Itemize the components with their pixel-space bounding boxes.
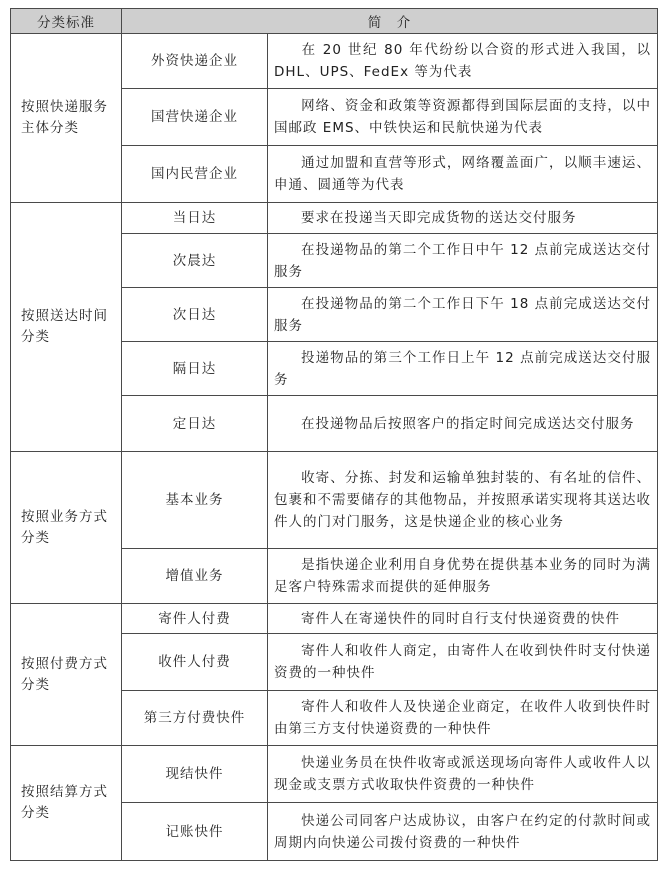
subcategory-cell: 定日达: [122, 396, 268, 452]
description-text: 网络、资金和政策等资源都得到国际层面的支持，以中国邮政 EMS、中铁快运和民航快递为代表: [274, 98, 651, 136]
subcategory-cell: 寄件人付费: [122, 604, 268, 634]
subcategory-cell: 收件人付费: [122, 634, 268, 691]
description-cell: [268, 146, 658, 203]
table-row: [11, 746, 658, 803]
description-text: 在 20 世纪 80 年代纷纷以合资的形式进入我国，以 DHL、UPS、FedEx 等为代表: [274, 42, 651, 80]
description-text: 在投递物品的第二个工作日中午 12 点前完成送达交付服务: [274, 241, 651, 280]
subcategory-cell: 次日达: [122, 288, 268, 342]
description-cell: [268, 34, 658, 89]
table-row: [11, 604, 658, 634]
subcategory-cell: 国内民营企业: [122, 146, 268, 203]
subcategory-cell: 隔日达: [122, 342, 268, 396]
description-text: 快递公司同客户达成协议，由客户在约定的付款时间或周期内向快递公司拨付资费的一种快件: [274, 812, 651, 851]
description-cell: [268, 396, 658, 452]
subcategory-cell: 国营快递企业: [122, 89, 268, 146]
table-row: [11, 34, 658, 89]
category-cell: 按照快递服务主体分类: [11, 34, 122, 203]
subcategory-cell: 基本业务: [122, 452, 268, 549]
description-text: 在投递物品的第二个工作日下午 18 点前完成送达交付服务: [274, 295, 651, 334]
subcategory-cell: 当日达: [122, 203, 268, 234]
subcategory-cell: 次晨达: [122, 234, 268, 288]
express-classification-table: [10, 8, 658, 861]
description-cell: [268, 342, 658, 396]
subcategory-cell: 外资快递企业: [122, 34, 268, 89]
subcategory-cell: 第三方付费快件: [122, 691, 268, 746]
category-cell: 按照结算方式分类: [11, 746, 122, 861]
description-cell: [268, 203, 658, 234]
description-cell: [268, 604, 658, 634]
category-cell: 按照送达时间分类: [11, 203, 122, 452]
subcategory-cell: 增值业务: [122, 549, 268, 604]
description-cell: [268, 89, 658, 146]
category-cell: 按照业务方式分类: [11, 452, 122, 604]
description-cell: [268, 549, 658, 604]
description-text: 寄件人和收件人商定，由寄件人在收到快件时支付快递资费的一种快件: [274, 643, 651, 681]
subcategory-cell: 记账快件: [122, 803, 268, 861]
description-cell: [268, 634, 658, 691]
description-cell: [268, 452, 658, 549]
category-cell: 按照付费方式分类: [11, 604, 122, 746]
description-text: 要求在投递当天即完成货物的送达交付服务: [301, 210, 577, 226]
description-text: 收寄、分拣、封发和运输单独封装的、有名址的信件、包裹和不需要储存的其他物品，并按照承诺实现将其送达收件人的门对门服务，这是快递企业的核心业务: [274, 470, 651, 530]
description-cell: [268, 288, 658, 342]
header-classification-standard: 分类标准: [11, 9, 122, 34]
description-text: 是指快递企业利用自身优势在提供基本业务的同时为满足客户特殊需求而提供的延伸服务: [274, 557, 651, 595]
description-text: 寄件人和收件人及快递企业商定，在收件人收到快件时由第三方支付快递资费的一种快件: [274, 699, 651, 737]
table-row: [11, 452, 658, 549]
classification-table-wrapper: [10, 8, 658, 861]
table-header-row: [11, 9, 658, 34]
description-cell: [268, 746, 658, 803]
header-description: 简 介: [122, 9, 658, 34]
description-text: 投递物品的第三个工作日上午 12 点前完成送达交付服务: [274, 349, 651, 388]
description-text: 通过加盟和直营等形式，网络覆盖面广，以顺丰速运、申通、圆通等为代表: [274, 155, 651, 193]
description-text: 寄件人在寄递快件的同时自行支付快递资费的快件: [301, 610, 620, 627]
description-cell: [268, 234, 658, 288]
description-text: 快递业务员在快件收寄或派送现场向寄件人或收件人以现金或支票方式收取快件资费的一种快件: [274, 755, 651, 793]
description-cell: [268, 691, 658, 746]
subcategory-cell: 现结快件: [122, 746, 268, 803]
description-cell: [268, 803, 658, 861]
table-row: [11, 203, 658, 234]
description-text: 在投递物品后按照客户的指定时间完成送达交付服务: [301, 415, 635, 432]
